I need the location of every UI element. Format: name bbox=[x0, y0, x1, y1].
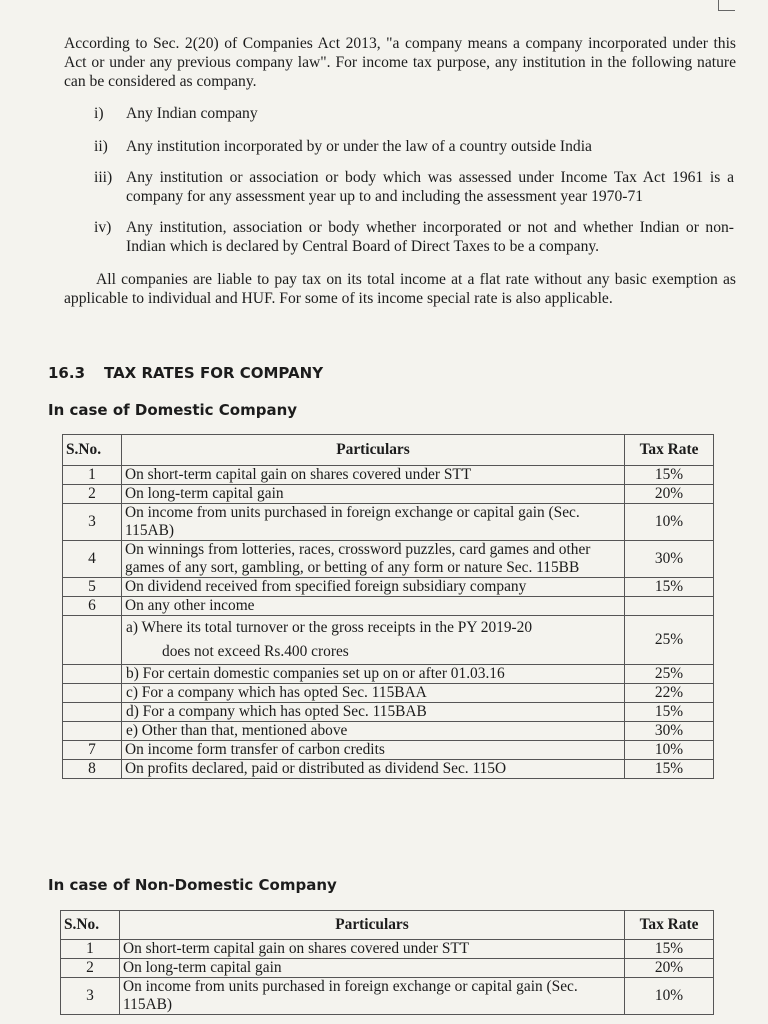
table-row bbox=[63, 616, 714, 665]
non-domestic-tax-rate-table bbox=[60, 910, 714, 1015]
cell-sno bbox=[63, 722, 122, 741]
cell-sno bbox=[63, 684, 122, 703]
cell-particulars: e) Other than that, mentioned above bbox=[122, 722, 625, 741]
list-item-text: Any institution, association or body whether incorporated or not and whether Indian or non- Indian which is declared by Central Board of Direct Taxes to be a company. bbox=[126, 219, 734, 255]
cell-particulars: On any other income bbox=[122, 597, 625, 616]
cell-particulars: On income form transfer of carbon credits bbox=[122, 741, 625, 760]
cell-particulars: On short-term capital gain on shares covered under STT bbox=[120, 940, 625, 959]
cell-sno bbox=[63, 665, 122, 684]
list-item-number: i) bbox=[94, 105, 104, 122]
cell-tax-rate: 10% bbox=[625, 741, 714, 760]
table-row bbox=[63, 741, 714, 760]
list-item-number: iv) bbox=[94, 219, 112, 236]
table-row bbox=[63, 578, 714, 597]
cell-sno: 7 bbox=[63, 741, 122, 760]
cell-sno: 2 bbox=[63, 485, 122, 504]
table-row bbox=[61, 959, 714, 978]
domestic-company-heading: In case of Domestic Company bbox=[48, 401, 298, 419]
table-header-row bbox=[61, 911, 714, 940]
table-row bbox=[61, 940, 714, 959]
non-domestic-company-heading: In case of Non-Domestic Company bbox=[48, 876, 337, 894]
cell-tax-rate: 30% bbox=[625, 722, 714, 741]
cell-tax-rate: 20% bbox=[625, 485, 714, 504]
section-number: 16.3 bbox=[48, 364, 86, 382]
header-particulars: Particulars bbox=[122, 435, 625, 466]
cell-particulars: On short-term capital gain on shares covered under STT bbox=[122, 466, 625, 485]
cell-tax-rate: 25% bbox=[625, 616, 714, 665]
header-tax-rate: Tax Rate bbox=[625, 911, 714, 940]
cell-particulars: On income from units purchased in foreign exchange or capital gain (Sec. 115AB) bbox=[120, 978, 625, 1015]
cell-sno: 6 bbox=[63, 597, 122, 616]
cell-particulars: On income from units purchased in foreign exchange or capital gain (Sec. 115AB) bbox=[122, 504, 625, 541]
header-tax-rate: Tax Rate bbox=[625, 435, 714, 466]
cell-tax-rate: 15% bbox=[625, 940, 714, 959]
table-row bbox=[63, 504, 714, 541]
cell-tax-rate: 15% bbox=[625, 578, 714, 597]
cell-sno: 1 bbox=[63, 466, 122, 485]
table-row bbox=[63, 466, 714, 485]
header-sno: S.No. bbox=[63, 435, 122, 466]
cell-sno: 3 bbox=[61, 978, 120, 1015]
cell-sno bbox=[63, 703, 122, 722]
cell-particulars: d) For a company which has opted Sec. 115BAB bbox=[122, 703, 625, 722]
table-row bbox=[61, 978, 714, 1015]
tax-liability-paragraph bbox=[64, 270, 736, 308]
intro-text: According to Sec. 2(20) of Companies Act 2013, "a company means a company incorporated under this Act or under any previous company law". For income tax purpose, any institution in the following nature can be considered as company. bbox=[64, 35, 736, 90]
table-row bbox=[63, 541, 714, 578]
list-item-text: Any institution or association or body which was assessed under Income Tax Act 1961 is a company for any assessment year up to and including the assessment year 1970-71 bbox=[126, 169, 734, 205]
cell-sno: 4 bbox=[63, 541, 122, 578]
tax-liability-text: All companies are liable to pay tax on its total income at a flat rate without any basic exemption as applicable to individual and HUF. For some of its income special rate is also applicable. bbox=[64, 271, 736, 307]
table-row bbox=[63, 597, 714, 616]
cell-tax-rate: 10% bbox=[625, 978, 714, 1015]
header-sno: S.No. bbox=[61, 911, 120, 940]
cell-sno: 5 bbox=[63, 578, 122, 597]
list-item-text: Any Indian company bbox=[126, 105, 258, 122]
cell-particulars-line1: a) Where its total turnover or the gross receipts in the PY 2019-20 bbox=[126, 619, 533, 636]
intro-paragraph bbox=[64, 34, 736, 91]
header-particulars: Particulars bbox=[120, 911, 625, 940]
domestic-tax-rate-table bbox=[62, 434, 714, 779]
cell-particulars: On long-term capital gain bbox=[122, 485, 625, 504]
cell-tax-rate bbox=[625, 597, 714, 616]
cell-tax-rate: 10% bbox=[625, 504, 714, 541]
table-header-row bbox=[63, 435, 714, 466]
section-heading bbox=[48, 364, 648, 382]
list-item-number: iii) bbox=[94, 169, 113, 186]
cell-sno: 8 bbox=[63, 760, 122, 779]
table-row bbox=[63, 722, 714, 741]
cell-tax-rate: 20% bbox=[625, 959, 714, 978]
cell-particulars: On long-term capital gain bbox=[120, 959, 625, 978]
cell-sno bbox=[63, 616, 122, 665]
cell-tax-rate: 30% bbox=[625, 541, 714, 578]
table-row bbox=[63, 760, 714, 779]
cell-particulars: b) For certain domestic companies set up on or after 01.03.16 bbox=[122, 665, 625, 684]
cell-tax-rate: 15% bbox=[625, 466, 714, 485]
cell-sno: 2 bbox=[61, 959, 120, 978]
list-item-text: Any institution incorporated by or under the law of a country outside India bbox=[126, 138, 592, 155]
cell-sno: 3 bbox=[63, 504, 122, 541]
cell-tax-rate: 15% bbox=[625, 760, 714, 779]
cell-particulars: On profits declared, paid or distributed as dividend Sec. 115O bbox=[122, 760, 625, 779]
cell-tax-rate: 25% bbox=[625, 665, 714, 684]
cell-particulars: On winnings from lotteries, races, crossword puzzles, card games and other games of any sort, gambling, or betting of any form or nature Sec. 115BB bbox=[122, 541, 625, 578]
cell-particulars-line2: does not exceed Rs.400 crores bbox=[162, 643, 349, 660]
cell-particulars: c) For a company which has opted Sec. 115BAA bbox=[122, 684, 625, 703]
cell-tax-rate: 15% bbox=[625, 703, 714, 722]
cell-particulars: On dividend received from specified foreign subsidiary company bbox=[122, 578, 625, 597]
cell-tax-rate: 22% bbox=[625, 684, 714, 703]
table-row bbox=[63, 665, 714, 684]
table-row bbox=[63, 684, 714, 703]
section-title: TAX RATES FOR COMPANY bbox=[104, 364, 324, 382]
cell-sno: 1 bbox=[61, 940, 120, 959]
table-row bbox=[63, 703, 714, 722]
table-row bbox=[63, 485, 714, 504]
cell-particulars bbox=[122, 616, 625, 665]
list-item-number: ii) bbox=[94, 138, 108, 155]
page-corner-box bbox=[718, 0, 735, 11]
